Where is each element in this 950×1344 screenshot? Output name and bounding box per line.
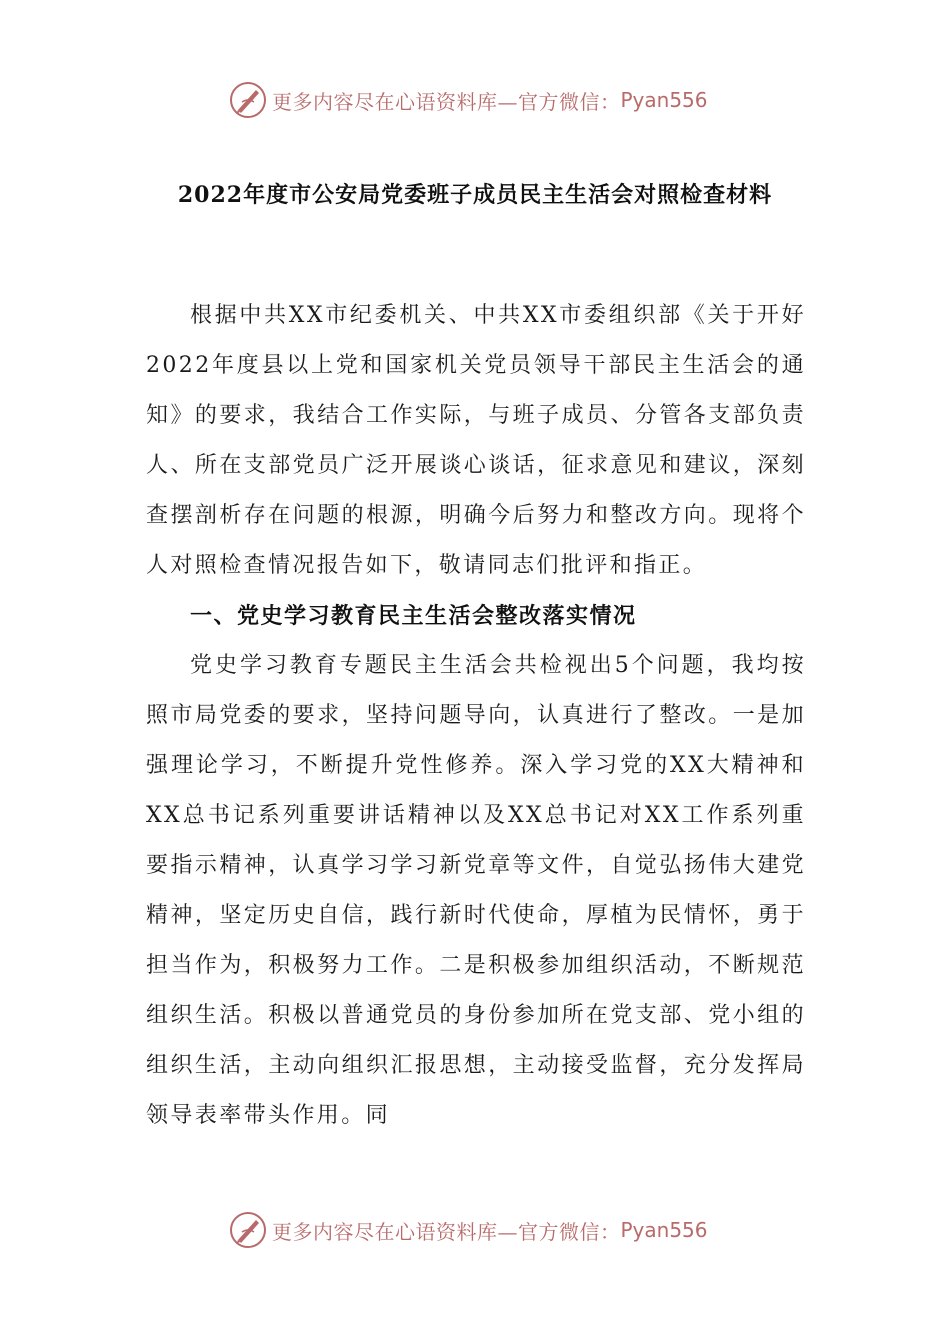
section-paragraph: 党史学习教育专题民主生活会共检视出5个问题，我均按照市局党委的要求，坚持问题导向，认真进行了整改。一是加强理论学习，不断提升党性修养。深入学习党的XX大精神和XX总书记系列重要讲话精神以及XX总书记对XX工作系列重要指示精神，认真学习学习新党章等文件，自觉弘扬伟大建党精神，坚定历史自信，践行新时代使命，厚植为民情怀，勇于担当作为，积极努力工作。二是积极参加组织活动，不断规范组织生活。积极以普通党员的身份参加所在党支部、党小组的组织生活，主动向组织汇报思想，主动接受监督，充分发挥局领导表率带头作用。同 xyxy=(146,653,806,1128)
banner-wechat-id: Pyan556 xyxy=(620,1218,708,1242)
banner-text: 更多内容尽在心语资料库—官方微信： xyxy=(272,89,621,114)
quill-pen-icon xyxy=(228,1210,268,1250)
intro-paragraph: 根据中共XX市纪委机关、中共XX市委组织部《关于开好2022年度县以上党和国家机关党员领导干部民主生活会的通知》的要求，我结合工作实际，与班子成员、分管各支部负责人、所在支部党员广泛开展谈心谈话，征求意见和建议，深刻查摆剖析存在问题的根源，明确今后努力和整改方向。现将个人对照检查情况报告如下，敬请同志们批评和指正。 xyxy=(146,303,806,578)
quill-pen-icon xyxy=(228,80,268,120)
document-body xyxy=(146,291,806,1141)
footer-banner[interactable] xyxy=(228,1208,708,1252)
banner-text: 更多内容尽在心语资料库—官方微信： xyxy=(272,1219,621,1244)
header-banner[interactable] xyxy=(228,78,708,122)
section-heading: 一、党史学习教育民主生活会整改落实情况 xyxy=(190,603,637,629)
document-title: 2022年度市公安局党委班子成员民主生活会对照检查材料 xyxy=(177,182,773,208)
banner-wechat-id: Pyan556 xyxy=(620,88,708,112)
